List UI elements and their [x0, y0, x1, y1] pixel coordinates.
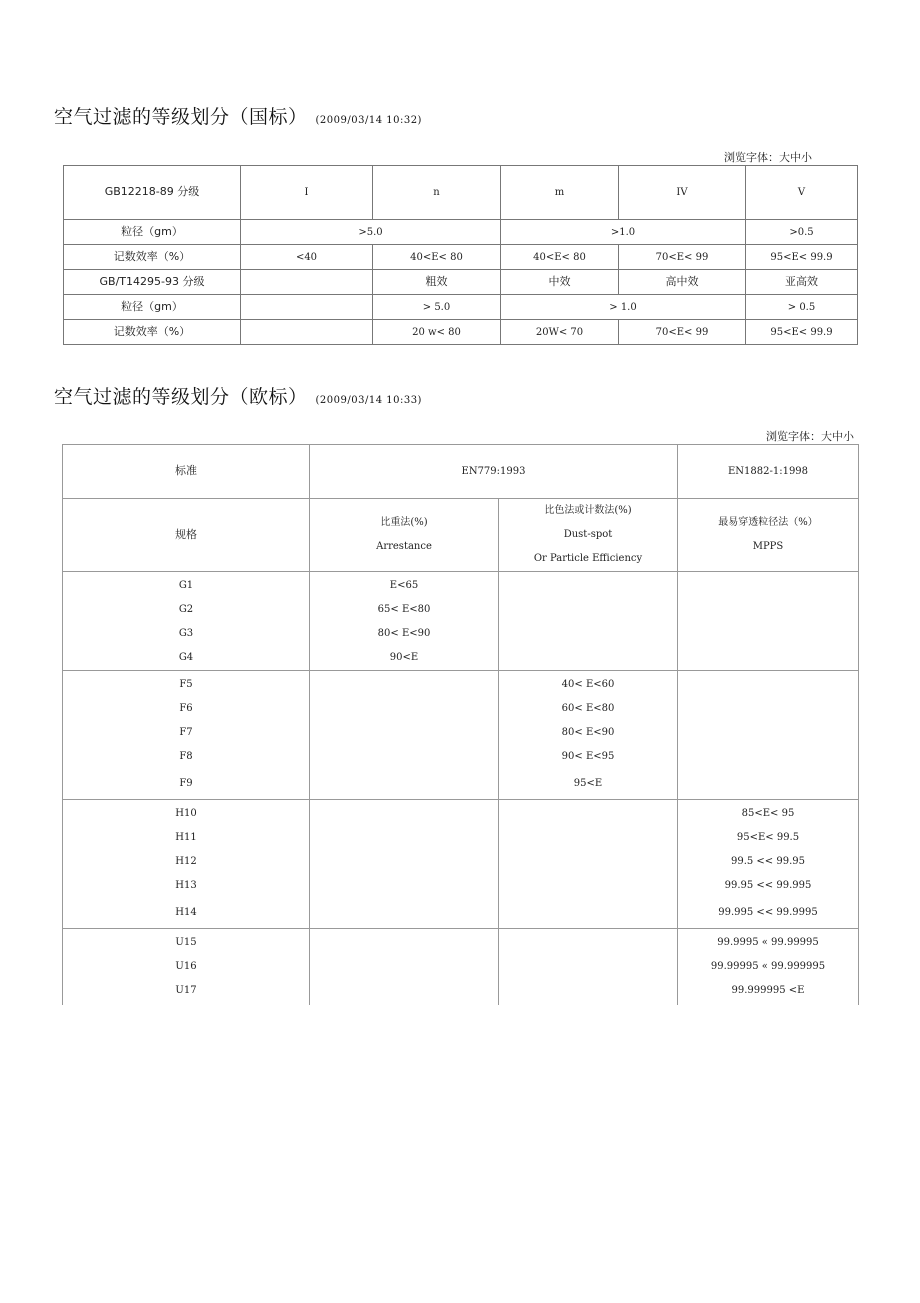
- grade-label: H11: [175, 832, 197, 843]
- table-cell: 记数效率（%）: [64, 320, 241, 345]
- table-row: [64, 270, 858, 295]
- section2-title-text: 空气过滤的等级划分（欧标）: [54, 386, 308, 408]
- table-cell-dustspot: [499, 499, 678, 572]
- grade-label: F5: [179, 679, 193, 690]
- table-cell: [678, 800, 859, 929]
- table-cell: 20W< 70: [501, 320, 619, 345]
- value-label: 80< E<90: [561, 727, 615, 738]
- table-cell: 粗效: [373, 270, 501, 295]
- value-label: 99.999995 <E: [731, 985, 805, 996]
- table-cell: m: [501, 166, 619, 220]
- value-label: 90<E: [389, 652, 419, 663]
- grade-label: G3: [178, 628, 194, 639]
- table-cell: 粒径（gm）: [64, 295, 241, 320]
- table-cell: [499, 929, 678, 1005]
- table-cell-en1882: EN1882-1:1998: [678, 445, 859, 499]
- table-cell: [241, 320, 373, 345]
- section1-title: [54, 102, 422, 129]
- table-cell: > 1.0: [501, 295, 746, 320]
- table-row: [64, 166, 858, 220]
- table-cell-spec: 规格: [63, 499, 310, 572]
- value-label: 99.99995 « 99.999995: [710, 961, 826, 972]
- table-row-h-group: [63, 800, 859, 929]
- table-row: [64, 295, 858, 320]
- table-cell: > 0.5: [746, 295, 858, 320]
- section1-timestamp: (2009/03/14 10:32): [315, 115, 422, 126]
- table-cell: [678, 572, 859, 671]
- value-label: 90< E<95: [561, 751, 615, 762]
- table-cell: 中效: [501, 270, 619, 295]
- table-cell: [241, 270, 373, 295]
- value-label: 99.9995 « 99.99995: [717, 937, 819, 948]
- table-cell: [63, 572, 310, 671]
- table-cell-arrestance: [310, 499, 499, 572]
- table-cell: <40: [241, 245, 373, 270]
- table-cell: GB12218-89 分级: [64, 166, 241, 220]
- section1-font-size-option[interactable]: 浏览字体：大中小: [724, 151, 812, 164]
- table-cell: V: [746, 166, 858, 220]
- table-cell: 95<E< 99.9: [746, 245, 858, 270]
- value-label: 60< E<80: [561, 703, 615, 714]
- table-cell: [499, 572, 678, 671]
- section1-title-text: 空气过滤的等级划分（国标）: [54, 106, 308, 128]
- section2-timestamp: (2009/03/14 10:33): [315, 395, 422, 406]
- table-cell: [499, 800, 678, 929]
- value-label: 40< E<60: [561, 679, 615, 690]
- grade-label: G1: [178, 580, 194, 591]
- table-cell: [310, 800, 499, 929]
- table-cell: [63, 671, 310, 800]
- table-row: [64, 320, 858, 345]
- table-cell: 40<E< 80: [501, 245, 619, 270]
- grade-label: U16: [175, 961, 197, 972]
- table-row: [64, 220, 858, 245]
- value-label: 99.5 << 99.95: [730, 856, 805, 867]
- table-row-f-group: [63, 671, 859, 800]
- gb-standard-table: [63, 165, 858, 345]
- table-cell: I: [241, 166, 373, 220]
- value-label: 99.995 << 99.9995: [718, 907, 818, 918]
- grade-label: F6: [179, 703, 193, 714]
- table-cell-standard: 标准: [63, 445, 310, 499]
- grade-label: F9: [179, 778, 193, 789]
- value-label: 95<E: [573, 778, 603, 789]
- value-label: 85<E< 95: [741, 808, 795, 819]
- grade-label: H12: [175, 856, 197, 867]
- table-cell: 40<E< 80: [373, 245, 501, 270]
- table-cell: 记数效率（%）: [64, 245, 241, 270]
- table-cell: n: [373, 166, 501, 220]
- value-label: 99.95 << 99.995: [724, 880, 812, 891]
- table-row: [63, 445, 859, 499]
- table-cell: 粒径（gm）: [64, 220, 241, 245]
- table-cell: 高中效: [619, 270, 746, 295]
- table-cell: 20 w< 80: [373, 320, 501, 345]
- table-cell: [241, 295, 373, 320]
- table-cell: 70<E< 99: [619, 245, 746, 270]
- grade-label: G4: [178, 652, 194, 663]
- table-row-u-group: [63, 929, 859, 1005]
- value-label: 95<E< 99.5: [736, 832, 800, 843]
- en-standard-table: [62, 444, 859, 1005]
- table-cell: GB/T14295-93 分级: [64, 270, 241, 295]
- grade-label: H10: [175, 808, 197, 819]
- dustspot-cn: 比色法或计数法(%): [544, 505, 632, 516]
- grade-label: U15: [175, 937, 197, 948]
- table-cell: [678, 671, 859, 800]
- table-cell-en779: EN779:1993: [310, 445, 678, 499]
- table-cell-mpps: [678, 499, 859, 572]
- table-cell: [310, 929, 499, 1005]
- section2-title: [54, 382, 422, 409]
- section2-font-size-option[interactable]: 浏览字体：大中小: [766, 430, 854, 443]
- table-cell: IV: [619, 166, 746, 220]
- value-label: 65< E<80: [377, 604, 431, 615]
- grade-label: H13: [175, 880, 197, 891]
- table-cell: [499, 671, 678, 800]
- arrestance-cn: 比重法(%): [380, 517, 428, 528]
- table-row-g-group: [63, 572, 859, 671]
- grade-label: G2: [178, 604, 194, 615]
- grade-label: H14: [175, 907, 197, 918]
- table-cell: 95<E< 99.9: [746, 320, 858, 345]
- table-cell: [310, 671, 499, 800]
- table-row: [63, 499, 859, 572]
- value-label: 80< E<90: [377, 628, 431, 639]
- grade-label: U17: [175, 985, 197, 996]
- grade-label: F7: [179, 727, 193, 738]
- table-cell: >1.0: [501, 220, 746, 245]
- mpps-en: MPPS: [752, 541, 784, 552]
- table-cell: 亚高效: [746, 270, 858, 295]
- value-label: E<65: [389, 580, 419, 591]
- table-cell: > 5.0: [373, 295, 501, 320]
- dustspot-en1: Dust-spot: [563, 529, 613, 540]
- table-cell: [310, 572, 499, 671]
- mpps-cn: 最易穿透粒径法（%）: [718, 517, 818, 528]
- table-cell: [63, 800, 310, 929]
- table-cell: 70<E< 99: [619, 320, 746, 345]
- table-cell: [678, 929, 859, 1005]
- table-row: [64, 245, 858, 270]
- table-cell: >0.5: [746, 220, 858, 245]
- table-cell: >5.0: [241, 220, 501, 245]
- arrestance-en: Arrestance: [376, 541, 432, 552]
- table-cell: [63, 929, 310, 1005]
- grade-label: F8: [179, 751, 193, 762]
- dustspot-en2: Or Particle Efficiency: [533, 553, 643, 564]
